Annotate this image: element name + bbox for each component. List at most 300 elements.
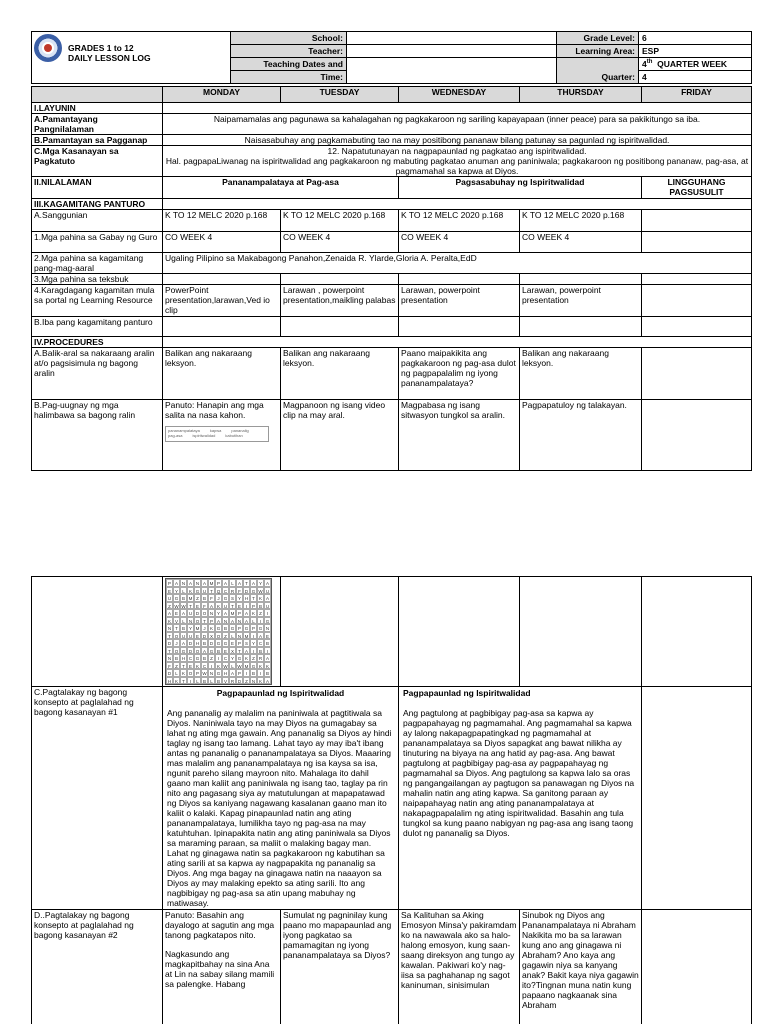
quarter-value[interactable]: 4 [639, 71, 752, 84]
wordsearch-letter: S [244, 641, 248, 646]
wordsearch-letter: U [265, 603, 270, 609]
wordsearch-letter: W [237, 663, 242, 669]
wordsearch-letter: D [188, 648, 193, 654]
wordsearch-letter: B [174, 656, 178, 661]
wordsearch-letter: K [258, 663, 262, 669]
wordsearch-letter: N [167, 626, 172, 631]
wordsearch-letter: P [237, 626, 241, 631]
wordsearch-letter: C [202, 663, 207, 669]
kasanayan-label: C.Mga Kasanayan sa Pagkatuto [32, 146, 163, 177]
wordsearch-letter: Y [237, 596, 241, 601]
wordsearch-letter: Y [216, 611, 220, 616]
karagdagang-tue: Larawan , powerpoint presentation,maikling palabas [281, 285, 399, 317]
wordsearch-letter: B [258, 648, 262, 654]
wordsearch-letter: O [202, 611, 207, 616]
wordsearch-letter: B [216, 648, 220, 654]
procedures-heading: IV.PROCEDURES [32, 337, 163, 348]
wordsearch-letter: D [167, 641, 172, 646]
wordsearch-letter: U [202, 588, 207, 594]
wordsearch-letter: A [174, 581, 178, 586]
sanggunian-wed: K TO 12 MELC 2020 p.168 [399, 210, 520, 232]
wordsearch-letter: E [223, 648, 227, 654]
wordsearch-letter: N [251, 678, 256, 684]
wordsearch-grid [165, 578, 272, 685]
wordsearch-letter: I [187, 677, 194, 685]
wordsearch-letter: A [223, 611, 227, 616]
wordsearch-letter: D [244, 588, 249, 594]
wordsearch-letter: A [202, 581, 206, 586]
wordsearch-letter: C [258, 641, 263, 646]
wordsearch-letter: E [265, 633, 269, 639]
wordsearch-letter: Z [222, 632, 229, 640]
wordsearch-letter: E [237, 603, 241, 609]
wordsearch-letter: U [188, 633, 193, 639]
wordsearch-letter: H [244, 596, 249, 601]
wordsearch-letter: G [209, 648, 214, 654]
wordsearch-letter: I [250, 632, 257, 640]
wordsearch-letter: K [265, 663, 269, 669]
wordsearch-letter: H [181, 656, 186, 661]
word-list-item: kapwa [209, 428, 222, 434]
day-thursday: THURSDAY [520, 87, 642, 103]
nilalaman-label: II.NILALAMAN [32, 177, 163, 199]
teacher-label: Teacher: [231, 45, 347, 58]
wordsearch-letter: K [244, 656, 248, 661]
balik-aral-fri [642, 348, 752, 400]
wordsearch-letter: B [251, 671, 255, 676]
wordsearch-letter: P [237, 611, 241, 616]
day-wednesday: WEDNESDAY [399, 87, 520, 103]
wordsearch-letter: I [250, 647, 257, 655]
wordsearch-letter: L [180, 617, 187, 625]
wordsearch-letter: P [237, 641, 241, 646]
wordsearch-letter: D [188, 641, 193, 646]
wordsearch-letter: B [265, 671, 269, 676]
karagdagang-mon: PowerPoint presentation,larawan,Ved io clip [163, 285, 281, 317]
wordsearch-letter: Y [188, 626, 192, 631]
sanggunian-label: A.Sanggunian [32, 210, 163, 232]
wordsearch-letter: G [216, 626, 221, 631]
wordsearch-letter: K [167, 618, 171, 624]
wordsearch-letter: S [230, 596, 234, 601]
wordsearch-letter: G [216, 641, 221, 646]
pang-mag-aaral-text: Ugaling Pilipino sa Makabagong Panahon,Zenaida R. Ylarde,Gloria A. Peralta,EdD [163, 253, 752, 274]
wordsearch-letter: P [216, 581, 220, 586]
wordsearch-letter: V [174, 618, 178, 624]
wordsearch-letter: F [208, 594, 215, 602]
pagtalakay-1-label: C.Pagtalakay ng bagong konsepto at paglalahad ng bagong kasanayan #1 [32, 687, 163, 910]
wordsearch-letter: A [265, 656, 269, 661]
header-table [31, 31, 752, 84]
wordsearch-letter: F [166, 662, 173, 670]
wordsearch-letter: G [251, 588, 256, 594]
school-label: School: [231, 32, 347, 45]
gabay-guro-mon: CO WEEK 4 [163, 232, 281, 253]
pagtalakay-1-mon-title: Pagpapaunlad ng Ispiritwalidad [216, 688, 345, 698]
wordsearch-letter: I [264, 609, 271, 617]
wordsearch-letter: P [195, 671, 199, 676]
layunin-heading: I.LAYUNIN [32, 103, 163, 114]
wordsearch-letter: C [223, 656, 228, 661]
wordsearch-letter: L [173, 669, 180, 677]
wordsearch-letter: H [167, 678, 172, 684]
pag-uugnay-mon-text: Panuto: Hanapin ang mga salita na nasa kahon. [165, 400, 264, 421]
gabay-guro-fri [642, 232, 752, 253]
wordsearch-letter: G [244, 626, 249, 631]
wordsearch-letter: B [216, 678, 220, 684]
karagdagang-kagamitan-label: 4.Karagdagang kagamitan mula sa portal ng Learning Resource [32, 285, 163, 317]
wordsearch-letter: D [237, 678, 242, 684]
pagtalakay-2-mon-text: Panuto: Basahin ang dayalogo at sagutin ang mga tanong pagkatapos nito. [165, 910, 275, 941]
wordsearch-letter: P [237, 671, 241, 676]
wordsearch-letter: N [265, 626, 270, 631]
wordsearch-letter: T [236, 647, 243, 655]
wordsearch-letter: N [209, 671, 214, 676]
wordsearch-letter: T [180, 662, 187, 670]
wordsearch-letter: Z [257, 609, 264, 617]
wordsearch-letter: Q [216, 588, 221, 594]
wordsearch-letter: I [257, 617, 264, 625]
wordsearch-letter: U [223, 603, 228, 609]
balik-aral-wed: Paano maipakikita ang pagkakaroon ng pag-asa dulot ng pagpapalalim ng iyong pananampalataya? [399, 348, 520, 400]
wordsearch-letter: A [265, 581, 269, 586]
day-tuesday: TUESDAY [281, 87, 399, 103]
wordsearch-letter: W [181, 603, 186, 609]
wordsearch-letter: P [251, 603, 255, 609]
wordsearch-letter: I [257, 669, 264, 677]
kasanayan-text-1: 12. Napatutunayan na nagpapaunlad ng pagkatao ang ispiritwalidad. [327, 146, 587, 157]
wordsearch-letter: C [223, 588, 228, 594]
wordsearch-letter: E [230, 641, 234, 646]
balik-aral-mon: Balikan ang nakaraang leksyon. [163, 348, 281, 400]
pag-uugnay-thu: Pagpapatuloy ng talakayan. [520, 400, 642, 471]
wordsearch-letter: B [202, 641, 206, 646]
wordsearch-letter: T [187, 602, 194, 610]
wordsearch-letter: Z [194, 594, 201, 602]
wordsearch-letter: I [243, 602, 250, 610]
wordsearch-letter: G [258, 626, 263, 631]
balik-aral-tue: Balikan ang nakaraang leksyon. [281, 348, 399, 400]
balik-aral-thu: Balikan ang nakaraang leksyon. [520, 348, 642, 400]
wordsearch-letter: N [167, 656, 172, 661]
wordsearch-letter: O [216, 633, 221, 639]
wordsearch-letter: P [251, 626, 255, 631]
wordsearch-letter: B [202, 596, 206, 601]
wordsearch-letter: Z [243, 677, 250, 685]
wordsearch-letter: B [223, 626, 227, 631]
wordsearch-letter: A [251, 581, 255, 586]
wordsearch-letter: K [258, 678, 262, 684]
wordsearch-letter: H [223, 671, 228, 676]
wordsearch-letter: G [223, 641, 228, 646]
wordsearch-letter: G [174, 596, 179, 601]
word-list-item: pananampalataya [168, 428, 200, 434]
wordsearch-letter: J [215, 594, 222, 602]
pag-uugnay-label: B.Pag-uugnay ng mga halimbawa sa bagong ralin [32, 400, 163, 471]
wordsearch-letter: R [258, 656, 263, 661]
wordsearch-letter: E [174, 611, 178, 616]
wordsearch-letter: B [202, 678, 206, 684]
wordsearch-letter: N [209, 611, 214, 616]
wordsearch-letter: U [181, 633, 186, 639]
wordsearch-letter: U [167, 596, 172, 601]
wordsearch-letter: D [195, 611, 200, 616]
pagtalakay-2-mon-text-2: Nagkasundo ang magkapitbahay na sina Ana at Lin na sabay silang mamili sa palengke. Habang [165, 949, 275, 990]
wordsearch-letter: T [173, 624, 180, 632]
wordsearch-letter: K [251, 611, 255, 616]
wordsearch-letter: I [215, 654, 222, 662]
wordsearch-letter: B [181, 626, 185, 631]
day-friday: FRIDAY [642, 87, 752, 103]
wordsearch-letter: W [223, 663, 228, 669]
wordsearch-letter: Y [251, 641, 255, 646]
wordsearch-letter: A [202, 648, 206, 654]
wordsearch-letter: Z [208, 654, 215, 662]
blank-header-cell [32, 87, 163, 103]
wordsearch-cell [163, 577, 281, 687]
pang-mag-aaral-label: 2.Mga pahina sa kagamitang pang-mag-aaral [32, 253, 163, 274]
wordsearch-letter: I [208, 662, 215, 670]
wordsearch-letter: K [195, 663, 199, 669]
balik-aral-label: A.Balik-aral sa nakaraang aralin at/o pagsisimula ng bagong aralin [32, 348, 163, 400]
wordsearch-letter: G [230, 626, 235, 631]
teksbuk-label: 3.Mga pahina sa teksbuk [32, 274, 163, 285]
wordsearch-letter: A [265, 678, 269, 684]
pag-uugnay-wed: Magpabasa ng isang sitwasyon tungkol sa aralin. [399, 400, 520, 471]
wordsearch-letter: N [223, 618, 228, 624]
wordsearch-letter: Z [250, 654, 257, 662]
wordsearch-letter: W [202, 671, 207, 676]
sanggunian-thu: K TO 12 MELC 2020 p.168 [520, 210, 642, 232]
pagtalakay-1-wed-title: Pagpapaunlad ng Ispiritwalidad [403, 688, 531, 698]
wordsearch-letter: O [174, 633, 179, 639]
wordsearch-letter: M [230, 611, 235, 616]
pagtalakay-2-tue: Sumulat ng pagninilay kung paano mo mapapaunlad ang iyong pagkatao sa pamamagitan ng iyong pananampalataya sa Diyos? [281, 910, 399, 1024]
wordsearch-letter: A [181, 611, 185, 616]
gabay-guro-wed: CO WEEK 4 [399, 232, 520, 253]
wordsearch-letter: H [195, 641, 200, 646]
wordsearch-letter: O [195, 648, 200, 654]
wordsearch-letter: A [258, 633, 262, 639]
day-monday: MONDAY [163, 87, 281, 103]
kagamitan-heading: III.KAGAMITANG PANTURO [32, 199, 163, 210]
wordsearch-letter: A [230, 618, 234, 624]
wordsearch-letter: D [202, 633, 207, 639]
pagtalakay-2-thu: Sinubok ng Diyos ang Pananampalataya ni Abraham Nakikita mo ba sa larawan kung ano ang ginagawa ni Abraham? Ano kaya ang gagawin niya sa kanyang anak? Bakit kaya niya gagawin ito?Tingnan muna natin kung papaano nagkaanak sina Abraham [520, 910, 642, 1024]
wordsearch-letter: Y [258, 581, 262, 586]
pamantayang-pangnilalaman-text: Naipamamalas ang pagunawa sa kahalagahan ng pagkakaroon ng sariling kapayapaan (inner peace) para sa pakikitungo sa iba. [163, 114, 752, 135]
wordsearch-letter: G [216, 671, 221, 676]
wordsearch-letter: K [209, 626, 213, 631]
wordsearch-letter: R [230, 678, 235, 684]
wordsearch-letter: M [244, 633, 249, 639]
pagtalakay-2-label: D..Pagtalakay ng bagong konsepto at paglalahad ng bagong kasanayan #2 [32, 910, 163, 1024]
pamantayang-pangnilalaman-label: A.Pamantayang Pangnilalaman [32, 114, 163, 135]
wordsearch-letter: T [166, 647, 173, 655]
sanggunian-fri [642, 210, 752, 232]
wordsearch-letter: O [195, 618, 200, 624]
pamantayan-sa-pagganap-label: B.Pamantayan sa Pagganap [32, 135, 163, 146]
wordsearch-letter: T [250, 594, 257, 602]
wordsearch-letter: A [230, 671, 234, 676]
word-list-item: pag-asa [168, 433, 183, 439]
word-list-item: kabutihan [225, 433, 243, 439]
word-list-item: pananalig [231, 428, 249, 434]
wordsearch-letter: E [195, 633, 199, 639]
wordsearch-letter: L [180, 587, 187, 595]
wordsearch-letter: C [188, 656, 193, 661]
pagtalakay-2-wed: Sa Kalituhan sa Aking Emosyon Minsa'y pakiramdam ko na nawawala ako sa halo-halong emosyon, kung saan-saang direksyon ang tungo ay kawalan. Pakiwari ko'y nag-iisa sa paghahanap ng sagot kaninuman, sinisimulan [399, 910, 520, 1024]
pag-uugnay-fri [642, 400, 752, 471]
wordsearch-letter: K [258, 596, 262, 601]
teaching-dates-label: Teaching Dates and [231, 58, 347, 71]
quarter-week-num: 4 [642, 59, 647, 70]
wordsearch-letter: I [243, 669, 250, 677]
wordsearch-letter: N [181, 581, 186, 586]
form-title-line2: DAILY LESSON LOG [68, 53, 151, 64]
quarter-week-text: QUARTER WEEK [657, 59, 728, 70]
nilalaman-friday: LINGGUHANG PAGSUSULIT [642, 177, 752, 199]
pagtalakay-1-mon-tue [163, 687, 399, 910]
quarter-label: Quarter: [557, 58, 639, 84]
wordsearch-letter: T [229, 602, 236, 610]
wordsearch-letter: A [167, 611, 171, 616]
karagdagang-wed: Larawan, powerpoint presentation [399, 285, 520, 317]
grade-level-value[interactable]: 6 [639, 32, 752, 45]
wordsearch-letter: M [188, 596, 193, 601]
wordsearch-letter: E [167, 588, 171, 594]
pagtalakay-1-wed-text: Ang pagtulong at pagbibigay pag-asa sa kapwa ay pagpapahayag ng pagmamahal. Ang pagmamahal sa kapwa ay lalong nakapagpapatingkad ng pagmamahal at pananampalataya sa Diyos sapagkat ang bawat nilikha ay tinuturing na biyaya na ang hatid ay pag-asa. Ang bawat pagtulong at pagbibigay pag-asa ay pagpapahayag ng pagmamahal sa Diyos. Ang pagtulong sa kapwa lalo sa oras ng pangangailangan ay pagtugon sa panawagan ng Diyos na mahalin natin ang ating kapwa. Sa ganitong paraan ay naipapahayag natin ang ating pananampalataya at nakapagpapalalim ng ating ispiritwalidad. Basahin ang tula tungkol sa kung paano nabigyan ng pag-asa ang isang taong dulot ng pananalig sa Diyos. [403, 708, 635, 839]
wordsearch-letter: T [208, 587, 215, 595]
teaching-dates-field[interactable] [347, 58, 557, 84]
teacher-field[interactable] [347, 45, 557, 58]
wordsearch-letter: D [167, 671, 172, 676]
wordsearch-letter: V [223, 678, 227, 684]
wordsearch-letter: B [265, 641, 269, 646]
wordsearch-letter: Z [166, 602, 173, 610]
wordsearch-letter: N [188, 618, 193, 624]
wordsearch-letter: A [209, 603, 213, 609]
karagdagang-fri [642, 285, 752, 317]
pamantayan-sa-pagganap-text: Naisasabuhay ang pagkamabuting tao na may positibong pananaw bilang patunay sa pagunlad ng ispiritwalidad. [163, 135, 752, 146]
gabay-guro-label: 1.Mga pahina sa Gabay ng Guro [32, 232, 163, 253]
wordsearch-letter: B [202, 656, 206, 661]
word-list-box [165, 426, 269, 442]
learning-area-value[interactable]: ESP [639, 45, 752, 58]
kasanayan-cell [163, 146, 752, 177]
pagtalakay-1-wed-thu [399, 687, 642, 910]
sanggunian-mon: K TO 12 MELC 2020 p.168 [163, 210, 281, 232]
wordsearch-letter: G [251, 663, 256, 669]
lesson-log-table-continued [31, 576, 752, 1024]
wordsearch-letter: W [258, 588, 263, 594]
pag-uugnay-tue: Magpanoon ng isang video clip na may aral. [281, 400, 399, 471]
wordsearch-letter: A [244, 618, 248, 624]
wordsearch-letter: T [243, 579, 250, 587]
iba-pang-kagamitan-label: B.Iba pang kagamitang panturo [32, 317, 163, 337]
wordsearch-letter: A [265, 596, 269, 601]
wordsearch-letter: L [250, 617, 257, 625]
gabay-guro-tue: CO WEEK 4 [281, 232, 399, 253]
wordsearch-letter: E [195, 603, 199, 609]
wordsearch-letter: L [229, 662, 236, 670]
wordsearch-letter: M [209, 581, 214, 586]
wordsearch-letter: K [174, 678, 178, 684]
nilalaman-wed-thu: Pagsasabuhay ng Ispiritwalidad [399, 177, 642, 199]
wordsearch-letter: F [201, 602, 208, 610]
wordsearch-letter: X [209, 633, 213, 639]
wordsearch-letter: P [167, 581, 171, 586]
wordsearch-letter: A [216, 618, 220, 624]
wordsearch-letter: G [195, 656, 200, 661]
pagtalakay-2-mon [163, 910, 281, 1024]
wordsearch-letter: U [188, 611, 193, 616]
wordsearch-letter: Y [174, 588, 178, 594]
wordsearch-letter: D [209, 641, 214, 646]
wordsearch-letter: A [244, 611, 248, 616]
wordsearch-letter: N [237, 618, 242, 624]
wordsearch-letter: A [223, 581, 227, 586]
wordsearch-letter: E [188, 663, 192, 669]
wordsearch-letter: J [201, 624, 208, 632]
time-label: Time: [231, 71, 347, 84]
wordsearch-letter: Z [173, 662, 180, 670]
wordsearch-letter: G [223, 596, 228, 601]
karagdagang-thu: Larawan, powerpoint presentation [520, 285, 642, 317]
wordsearch-letter: N [237, 633, 242, 639]
kasanayan-text-2: Hal. pagpapaLiwanag na ispiritwalidad ang pagkakaroon ng mabuting pagkatao anuman ang paniniwala; pagkakaroon ng positibong pananaw, pag-asa, at pagmamahal sa kapwa at Diyos. [165, 156, 749, 177]
wordsearch-letter: L [194, 677, 201, 685]
wordsearch-letter: P [209, 618, 213, 624]
sanggunian-tue: K TO 12 MELC 2020 p.168 [281, 210, 399, 232]
wordsearch-letter: A [188, 581, 192, 586]
wordsearch-letter: K [181, 671, 185, 676]
wordsearch-letter: M [244, 663, 249, 669]
wordsearch-letter: L [229, 579, 236, 587]
wordsearch-letter: U [265, 588, 270, 594]
wordsearch-letter: G [195, 588, 200, 594]
wordsearch-letter: O [174, 648, 179, 654]
wordsearch-letter: R [230, 588, 235, 594]
wordsearch-letter: T [180, 677, 187, 685]
wordsearch-letter: J [173, 639, 180, 647]
wordsearch-letter: G [265, 618, 270, 624]
wordsearch-letter: A [237, 581, 241, 586]
wordsearch-letter: I [264, 647, 271, 655]
wordsearch-letter: T [201, 617, 208, 625]
nilalaman-mon-tue: Pananampalataya at Pag-asa [163, 177, 399, 199]
wordsearch-letter: Y [230, 656, 234, 661]
wordsearch-letter: K [216, 663, 220, 669]
form-title-line1: GRADES 1 to 12 [68, 43, 134, 53]
wordsearch-letter: B [258, 603, 262, 609]
wordsearch-letter: B [181, 596, 185, 601]
grade-level-label: Grade Level: [557, 32, 639, 45]
school-field[interactable] [347, 32, 557, 45]
wordsearch-letter: M [195, 626, 200, 631]
wordsearch-letter: G [237, 656, 242, 661]
quarter-week-sup: th [646, 59, 653, 66]
learning-area-label: Learning Area: [557, 45, 639, 58]
wordsearch-letter: L [229, 632, 236, 640]
lesson-log-table [31, 86, 752, 471]
pag-uugnay-mon [163, 400, 281, 471]
gabay-guro-thu: CO WEEK 4 [520, 232, 642, 253]
pagtalakay-1-mon-text: Ang pananalig ay malalim na paniniwala at pagtitiwala sa Diyos. Naniniwala tayo na may Diyos na gumagabay sa lahat ng ating mga gawain. Ang pananalig sa Diyos ay hindi taglay ng isang tao lamang. Lahat tayo ay may iba't ibang antas ng pananalig o pananampalataya sa Diyos. Maaaring mas malalim ang pananampalataya ng isa kaysa sa isa, ngunit pareho silang mayroon nito. Mahalaga ito dahil gaano man kaliit ang paniniwala ng isang tao, taglay pa rin nito ang pagasang siya ay matutulungan at mapapatawad ng Diyos sa kaniyang nagawang kasalanan gaano man ito kaliit o kalaki. Kapag pinapaunlad natin ang ating pananampalataya, lumilikha tayo ng pag-asa na may katuhtuhan. Ipinapakita natin ang ating paniniwala sa Diyos sa maraming paraan, sa maliit o malaking bagay man. Lahat ng ginagawa natin sa pagkakaroon ng kabutihan sa ating sarili at sa kapwa ay nagpapakita ng pananalig sa Diyos. Ang mga bagay na ginagawa natin na naaayon sa Diyos ay may malaking epekto sa ating sarili. Ito ang nagbibigay ng pag-asa sa atin upang mabuhay ng matiwasay. [167, 708, 392, 909]
wordsearch-letter: A [181, 641, 185, 646]
wordsearch-letter: X [230, 648, 234, 654]
wordsearch-letter: T [166, 632, 173, 640]
